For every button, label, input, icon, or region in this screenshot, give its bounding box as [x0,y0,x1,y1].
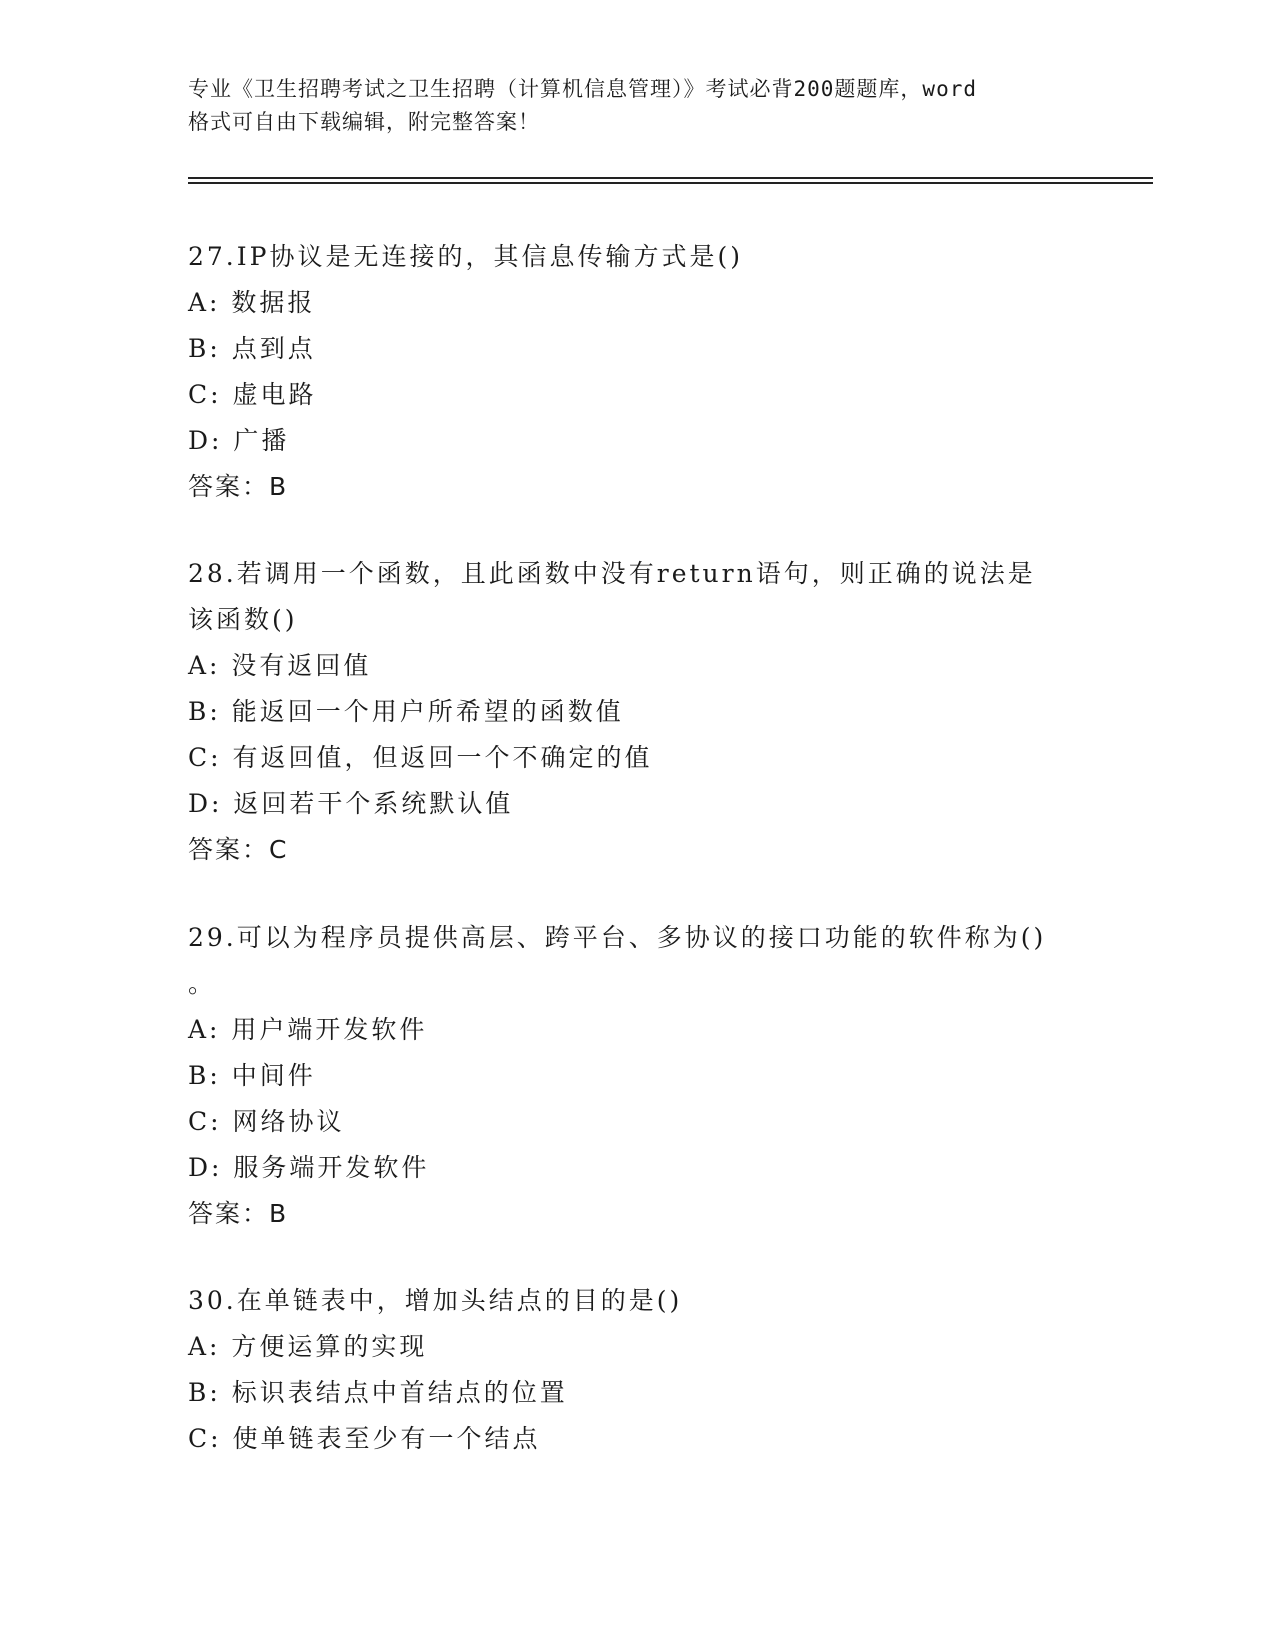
option-b: B: 能返回一个用户所希望的函数值 [188,697,624,726]
document-header [188,73,1088,139]
header-rule-bottom [188,182,1153,184]
option-c: C: 虚电路 [188,380,317,409]
question-stem: 28.若调用一个函数，且此函数中没有return语句，则正确的说法是 [188,559,1036,588]
option-c: C: 有返回值，但返回一个不确定的值 [188,743,653,772]
option-d: D: 广播 [188,426,290,455]
header-line-2: 格式可自由下载编辑，附完整答案！ [188,110,540,134]
question-30 [188,1278,1088,1462]
question-stem-continued: 该函数() [188,605,298,634]
question-stem: 27.IP协议是无连接的，其信息传输方式是() [188,242,743,271]
option-d: D: 服务端开发软件 [188,1153,430,1182]
answer-line: 答案：C [188,835,289,864]
question-28 [188,551,1088,873]
option-b: B: 标识表结点中首结点的位置 [188,1378,568,1407]
question-stem-continued: 。 [188,969,217,998]
answer-line: 答案：B [188,1199,289,1228]
question-stem: 30.在单链表中，增加头结点的目的是() [188,1286,683,1315]
option-a: A: 用户端开发软件 [188,1015,428,1044]
option-d: D: 返回若干个系统默认值 [188,789,514,818]
option-a: A: 方便运算的实现 [188,1332,428,1361]
option-b: B: 中间件 [188,1061,316,1090]
question-27 [188,234,1088,510]
option-b: B: 点到点 [188,334,316,363]
header-rule-top [188,177,1153,179]
option-a: A: 数据报 [188,288,316,317]
question-29 [188,915,1088,1237]
option-c: C: 使单链表至少有一个结点 [188,1424,541,1453]
question-stem: 29.可以为程序员提供高层、跨平台、多协议的接口功能的软件称为() [188,923,1047,952]
option-c: C: 网络协议 [188,1107,345,1136]
answer-line: 答案：B [188,472,289,501]
header-line-1: 专业《卫生招聘考试之卫生招聘（计算机信息管理）》考试必背200题题库，word [188,77,977,101]
option-a: A: 没有返回值 [188,651,372,680]
